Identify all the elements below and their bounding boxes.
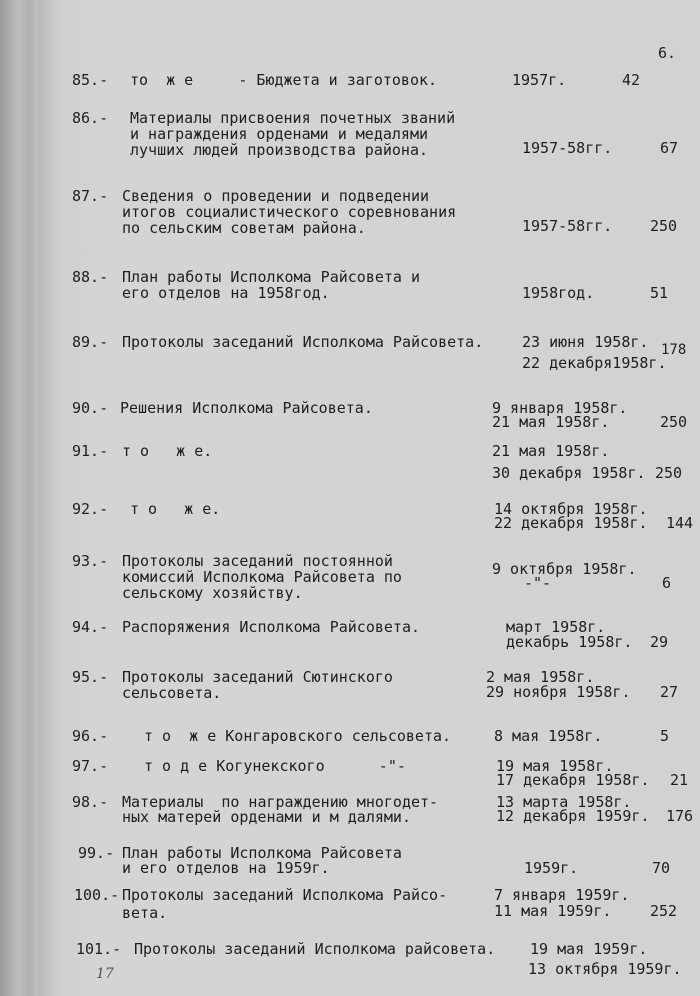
entry-date: 1959г. [524, 859, 579, 877]
entry-title: Протоколы заседаний Исполкома Райсовета. [122, 333, 484, 351]
entry-title: План работы Исполкома Райсовета [122, 844, 402, 862]
entry-title: Материалы по награждению многодет- [122, 793, 439, 811]
entry-title: Протоколы заседаний постоянной [122, 552, 393, 570]
entry-date: 22 декабря1958г. [522, 354, 667, 372]
entry-sheets: 5 [660, 727, 670, 745]
entry-date: 23 июня 1958г. [522, 333, 649, 351]
entry-sheets: 6 [662, 574, 672, 592]
entry-title: т о д е Когунекского -"- [144, 757, 406, 775]
entry-number: 88.- [72, 268, 109, 286]
entry-title: итогов социалистического соревнования [122, 203, 457, 221]
entry-date: 2 мая 1958г. [486, 668, 595, 686]
entry-title: т о ж е. [130, 500, 221, 518]
entry-number: 93.- [72, 552, 109, 570]
entry-sheets: 29 [650, 633, 669, 651]
entry-date: 9 января 1958г. [492, 399, 628, 417]
entry-date: 1958год. [522, 284, 595, 302]
entry-sheets: 144 [666, 514, 694, 532]
entry-date: 14 октября 1958г. [494, 500, 648, 518]
entry-sheets: 252 [650, 902, 678, 920]
entry-number: 97.- [72, 757, 109, 775]
entry-title: Протоколы заседаний Сютинского [122, 668, 393, 686]
entry-date: 30 декабря 1958г. [492, 464, 646, 482]
entry-date: 1957г. [512, 71, 567, 89]
entry-date: 29 ноября 1958г. [486, 683, 631, 701]
entry-date: 7 января 1959г. [494, 886, 630, 904]
entry-number: 99.- [78, 844, 115, 862]
entry-number: 96.- [72, 727, 109, 745]
entry-title: Сведения о проведении и подведении [122, 187, 430, 205]
entry-date: март 1958г. [506, 618, 606, 636]
entry-date: 21 мая 1958г. [492, 413, 610, 431]
entry-title: План работы Исполкома Райсовета и [122, 268, 421, 286]
entry-date: 19 мая 1958г. [496, 757, 614, 775]
entry-title: сельскому хозяйству. [122, 584, 303, 602]
entry-sheets: 178 [661, 342, 687, 358]
entry-number: 94.- [72, 618, 109, 636]
entry-title: Распоряжения Исполкома Райсовета. [122, 618, 421, 636]
page-number: 6. [658, 44, 677, 62]
entry-sheets: 21 [670, 771, 689, 789]
entry-title: лучших людей производства района. [130, 141, 429, 159]
entry-date: 1957-58гг. [522, 139, 613, 157]
entry-number: 98.- [72, 793, 109, 811]
entry-title: Протоколы заседаний Исполкома райсовета. [134, 940, 496, 958]
entry-title: т о ж е. [122, 442, 213, 460]
entry-date: 13 марта 1958г. [496, 793, 632, 811]
entry-sheets: 67 [660, 139, 679, 157]
entry-title: вета. [122, 904, 168, 922]
entry-number: 85.- [72, 71, 109, 89]
entry-number: 95.- [72, 668, 109, 686]
entry-number: 91.- [72, 442, 109, 460]
entry-number: 90.- [72, 399, 109, 417]
entry-title: т о ж е Конгаровского сельсовета. [144, 727, 452, 745]
binding-spine [0, 0, 40, 996]
entry-sheets: 250 [655, 464, 683, 482]
entry-title: Материалы присвоения почетных званий [130, 109, 456, 127]
entry-title: и награждения орденами и медалями [130, 125, 429, 143]
entry-date: 12 декабря 1959г. [496, 807, 650, 825]
entry-sheets: 250 [650, 217, 678, 235]
entry-sheets: 70 [652, 859, 671, 877]
entry-date: 22 декабря 1958г. [494, 514, 648, 532]
entry-date: 13 октября 1959г. [528, 960, 682, 978]
entry-date: 11 мая 1959г. [494, 902, 612, 920]
entry-title: по сельским советам района. [122, 219, 366, 237]
entry-title: и его отделов на 1959г. [122, 859, 330, 877]
entry-date: -"- [524, 574, 552, 592]
entry-sheets: 51 [650, 284, 669, 302]
entry-title: ных матерей орденами и м далями. [122, 808, 411, 826]
entry-number: 92.- [72, 500, 109, 518]
entry-sheets: 42 [622, 71, 641, 89]
entry-title: то ж е - Бюджета и заготовок. [130, 71, 438, 89]
entry-date: 21 мая 1958г. [492, 442, 610, 460]
entry-title: сельсовета. [122, 684, 222, 702]
entry-number: 89.- [72, 333, 109, 351]
entry-number: 100.- [74, 886, 120, 904]
entry-date: 17 декабря 1958г. [496, 771, 650, 789]
entry-number: 86.- [72, 109, 109, 127]
entry-date: 19 мая 1959г. [530, 940, 648, 958]
entry-date: декабрь 1958г. [506, 633, 633, 651]
entry-date: 1957-58гг. [522, 217, 613, 235]
entry-title: его отделов на 1958год. [122, 284, 330, 302]
entry-number: 101.- [76, 940, 122, 958]
entry-date: 9 октября 1958г. [492, 560, 637, 578]
entry-title: Решения Исполкома Райсовета. [120, 399, 373, 417]
entry-title: Протоколы заседаний Исполкома Райсо- [122, 886, 448, 904]
entry-number: 87.- [72, 187, 109, 205]
handwritten-margin-note: 17 [96, 966, 114, 982]
entry-title: комиссий Исполкома Райсовета по [122, 568, 402, 586]
entry-sheets: 176 [666, 807, 694, 825]
entry-sheets: 250 [660, 413, 688, 431]
entry-sheets: 27 [660, 683, 679, 701]
entry-date: 8 мая 1958г. [494, 727, 603, 745]
